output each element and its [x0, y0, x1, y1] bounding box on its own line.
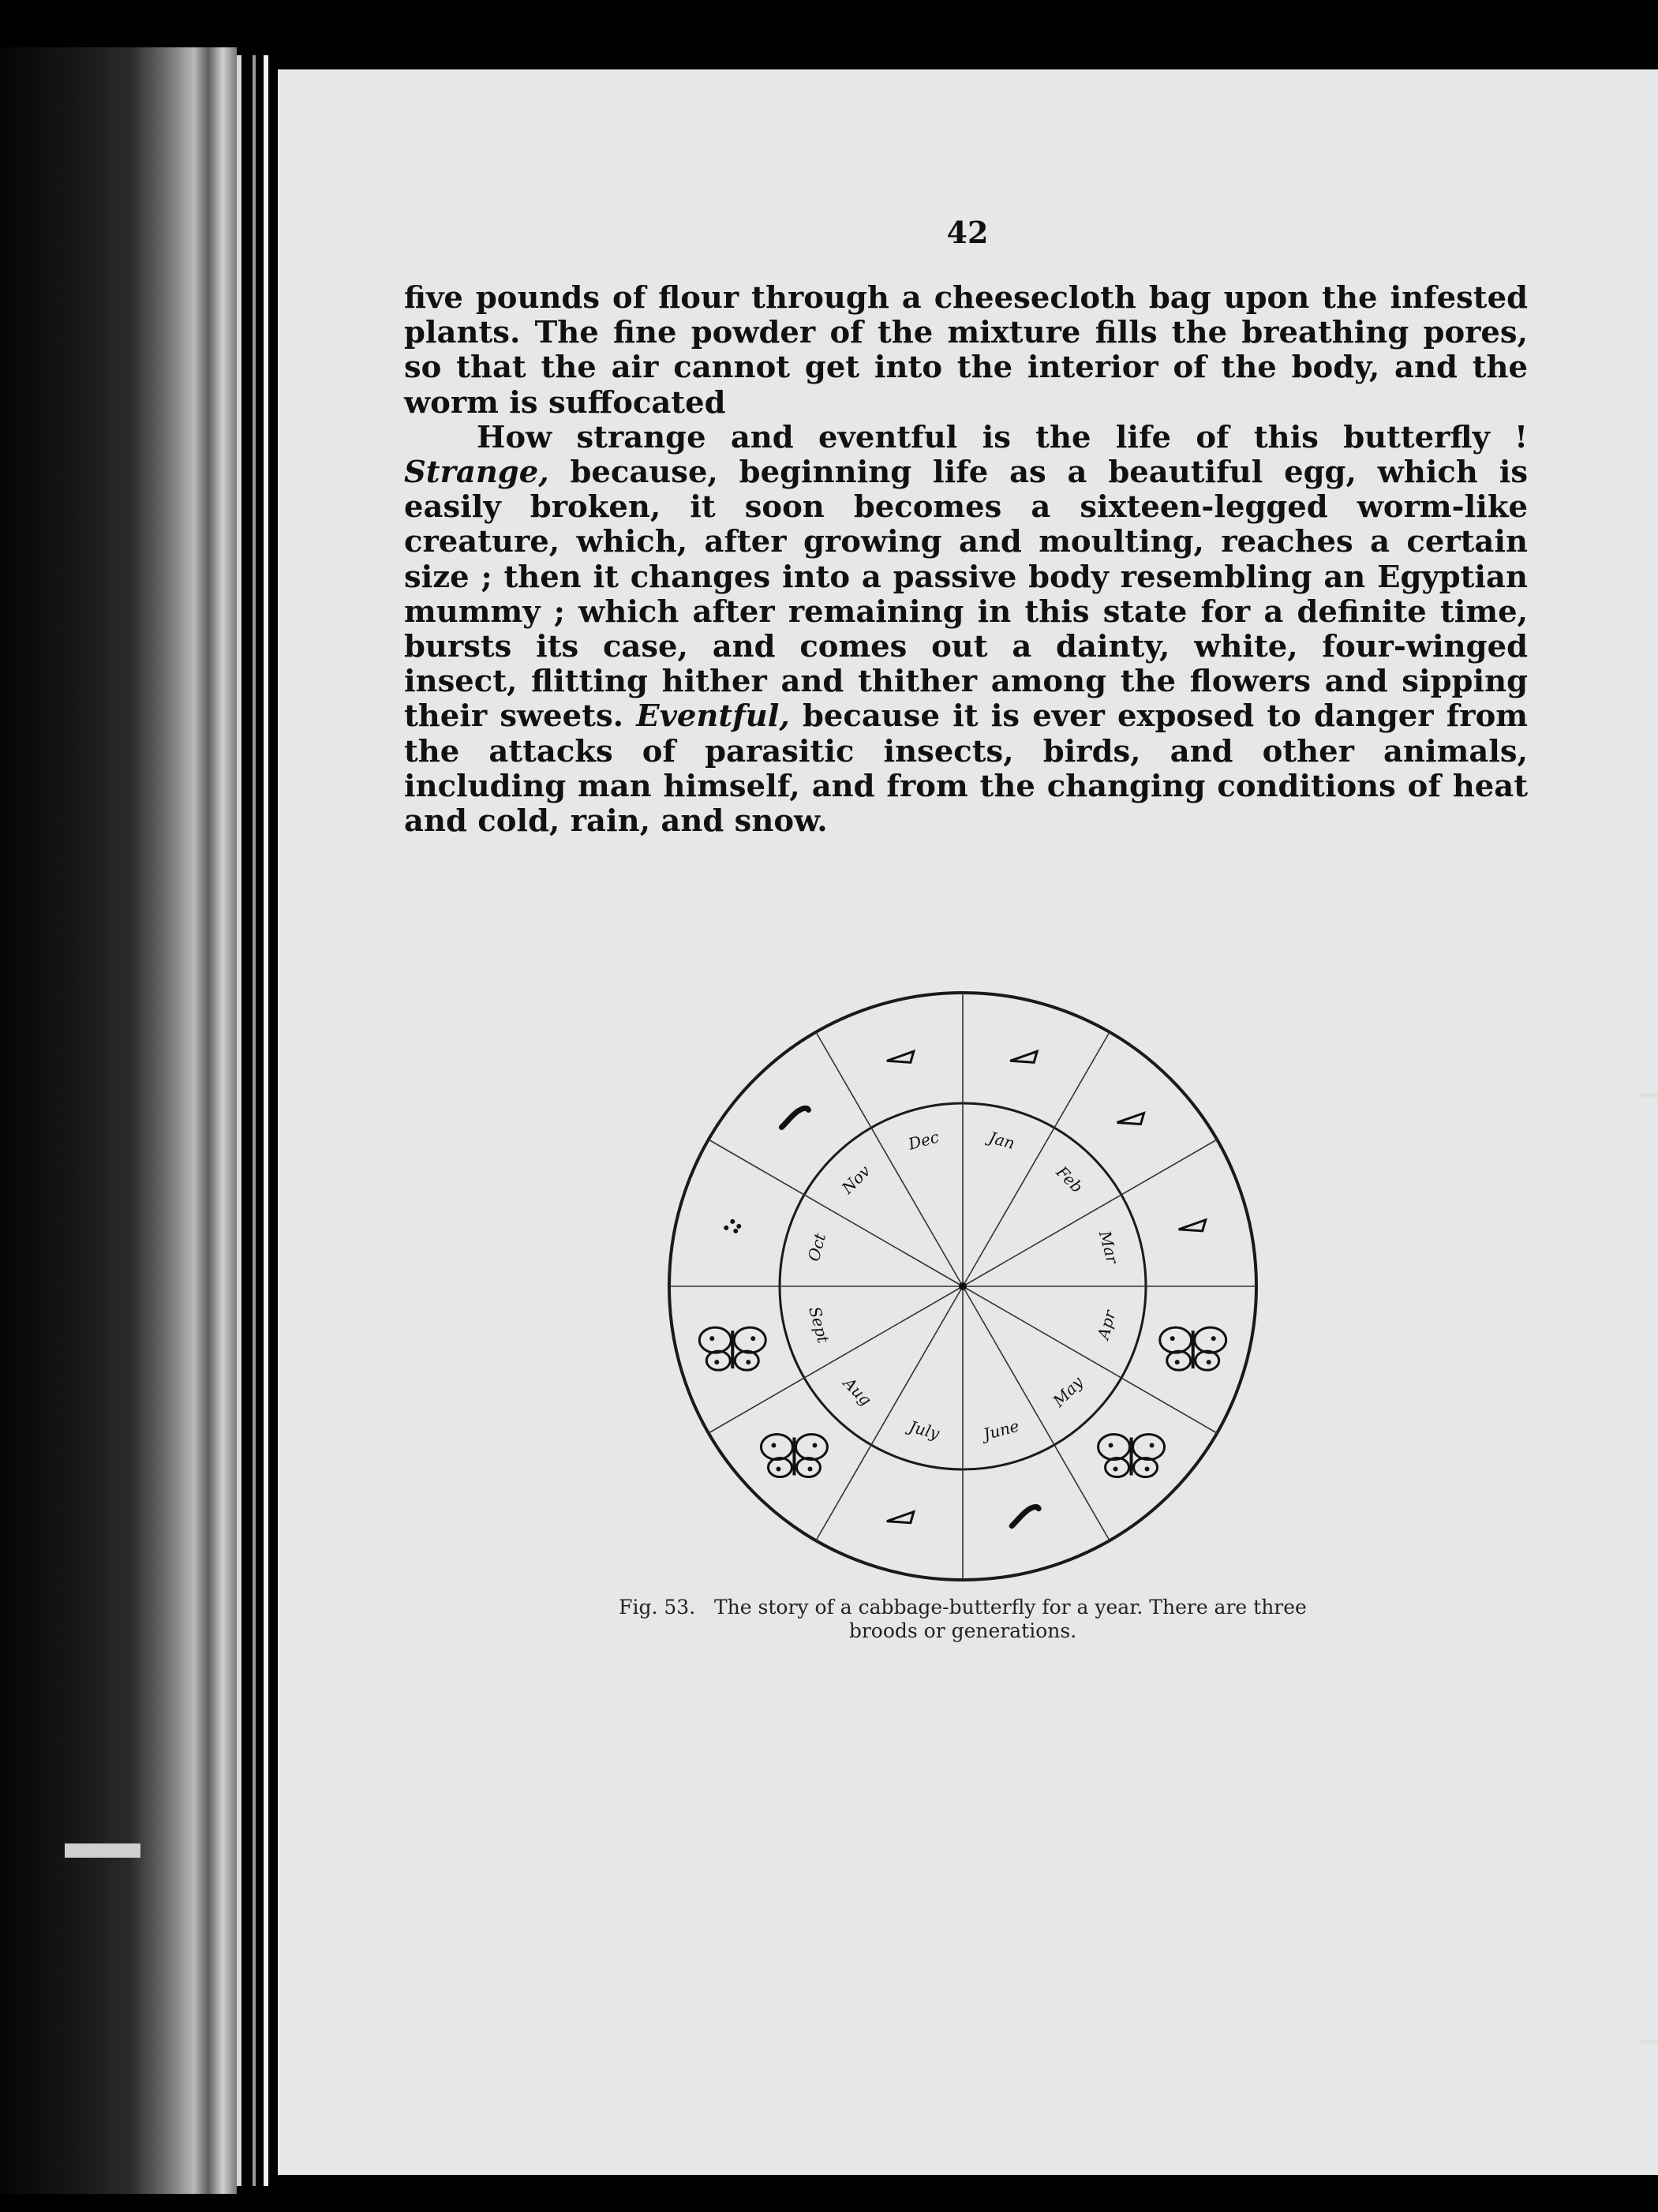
month-label: Oct: [803, 1231, 830, 1263]
wing-spot: [1170, 1336, 1175, 1341]
month-label: Sept: [805, 1304, 833, 1346]
wing-spot: [1109, 1443, 1113, 1448]
paragraph-2-text: because, beginning life as a beautiful egg, which is easily broken, it soon becomes a sixteen-legged worm-like creature, which, after growing and moulting, reaches a certain size ; then it changes into a passive body resembling an Egyptian mummy ; which after remaining in this state for a definite time, bursts its case, and comes out a dainty, white, four-winged insect, flitting hither and thither among the flowers and sipping their sweets.: [404, 455, 1528, 735]
wing-shape: [1098, 1435, 1130, 1460]
wing-shape: [1133, 1435, 1165, 1460]
wing-shape: [795, 1435, 827, 1460]
pupa-icon: [1010, 1051, 1037, 1062]
egg-dot: [736, 1224, 741, 1229]
butterfly-icon: [1098, 1435, 1165, 1477]
month-label: Feb: [1052, 1162, 1087, 1197]
month-label: Aug: [840, 1373, 876, 1409]
page-edge: [253, 55, 256, 2186]
wing-spot: [1175, 1360, 1180, 1364]
chrysalis-shape: [1117, 1113, 1144, 1124]
month-label: Jan: [986, 1128, 1017, 1153]
butterfly-icon: [699, 1327, 765, 1370]
scan-mark: [1640, 2040, 1658, 2045]
larva-icon: [1012, 1507, 1039, 1526]
wing-spot: [776, 1467, 780, 1472]
butterfly-icon: [761, 1435, 827, 1477]
emphasis-strange: Strange,: [404, 455, 549, 491]
page-number: 42: [946, 215, 989, 250]
caption-text: The story of a cabbage-butterfly for a year. There are three broods or generations.: [714, 1596, 1307, 1642]
wing-spot: [709, 1336, 714, 1341]
wing-spot: [1211, 1336, 1216, 1341]
larva-icon: [781, 1108, 808, 1127]
paragraph-1: five pounds of flour through a cheesecloth bag upon the infested plants. The fine powder of the mixture fills the breathing pores, so that the air cannot get into the interior of the body, and the worm is suffocated: [404, 280, 1528, 421]
month-label: May: [1049, 1372, 1087, 1411]
paragraph-2-text: How strange and eventful is the life of this butterfly !: [477, 419, 1528, 455]
spoke-line: [709, 1286, 963, 1433]
wing-spot: [746, 1360, 750, 1364]
wing-spot: [807, 1467, 812, 1472]
butterfly-icon: [1160, 1327, 1226, 1370]
paragraph-2: [404, 421, 1528, 839]
month-label: June: [981, 1416, 1021, 1444]
spoke-line: [963, 1286, 1217, 1433]
wing-spot: [714, 1360, 719, 1364]
pupa-icon: [1117, 1113, 1144, 1124]
wing-shape: [699, 1327, 731, 1353]
chrysalis-shape: [887, 1512, 914, 1523]
wing-spot: [812, 1443, 817, 1448]
egg-dot: [724, 1226, 728, 1230]
year-wheel: [669, 993, 1256, 1580]
wing-spot: [771, 1443, 776, 1448]
spoke-line: [816, 1286, 963, 1540]
wing-shape: [1195, 1327, 1226, 1353]
chrysalis-shape: [1010, 1051, 1037, 1062]
spoke-line: [963, 1286, 1110, 1540]
caterpillar-shape: [781, 1108, 808, 1127]
emphasis-eventful: Eventful,: [636, 698, 790, 735]
spoke-line: [963, 1140, 1217, 1286]
month-label: July: [907, 1417, 941, 1443]
center-dot: [959, 1282, 967, 1290]
wing-shape: [734, 1327, 765, 1353]
spoke-line: [816, 1032, 963, 1286]
wing-spot: [1150, 1443, 1155, 1448]
page-edge: [264, 55, 268, 2186]
chrysalis-shape: [887, 1051, 914, 1062]
spoke-line: [709, 1140, 963, 1286]
month-label: Nov: [837, 1161, 874, 1198]
month-label: Mar: [1095, 1229, 1122, 1266]
page-edge: [237, 55, 241, 2186]
paragraph-2-text: because it is ever exposed to danger from the attacks of parasitic insects, birds, and other animals, including man himself, and from the changing conditions of heat and cold, rain, and snow.: [404, 698, 1528, 840]
scan-mark: [65, 1843, 140, 1858]
scan-mark: [1640, 1093, 1658, 1098]
wing-spot: [1207, 1360, 1211, 1364]
wing-spot: [750, 1336, 755, 1341]
book-spine: [0, 47, 237, 2194]
spoke-line: [963, 1032, 1110, 1286]
wing-shape: [1160, 1327, 1192, 1353]
month-label: Apr: [1093, 1308, 1120, 1342]
egg-dot: [733, 1229, 738, 1233]
pupa-icon: [887, 1051, 914, 1062]
pupa-icon: [887, 1512, 914, 1523]
butterfly-year-diagram: [663, 982, 1263, 1590]
caption-label: Fig. 53.: [619, 1596, 696, 1619]
wing-spot: [1113, 1467, 1118, 1472]
pupa-icon: [1179, 1220, 1206, 1231]
month-label: Dec: [906, 1127, 941, 1154]
wing-shape: [761, 1435, 792, 1460]
chrysalis-shape: [1179, 1220, 1206, 1231]
eggs-icon: [724, 1219, 741, 1233]
egg-dot: [730, 1219, 735, 1224]
figure-caption: [616, 1596, 1310, 1643]
wing-spot: [1145, 1467, 1150, 1472]
body-text: [404, 281, 1528, 839]
caterpillar-shape: [1012, 1507, 1039, 1526]
